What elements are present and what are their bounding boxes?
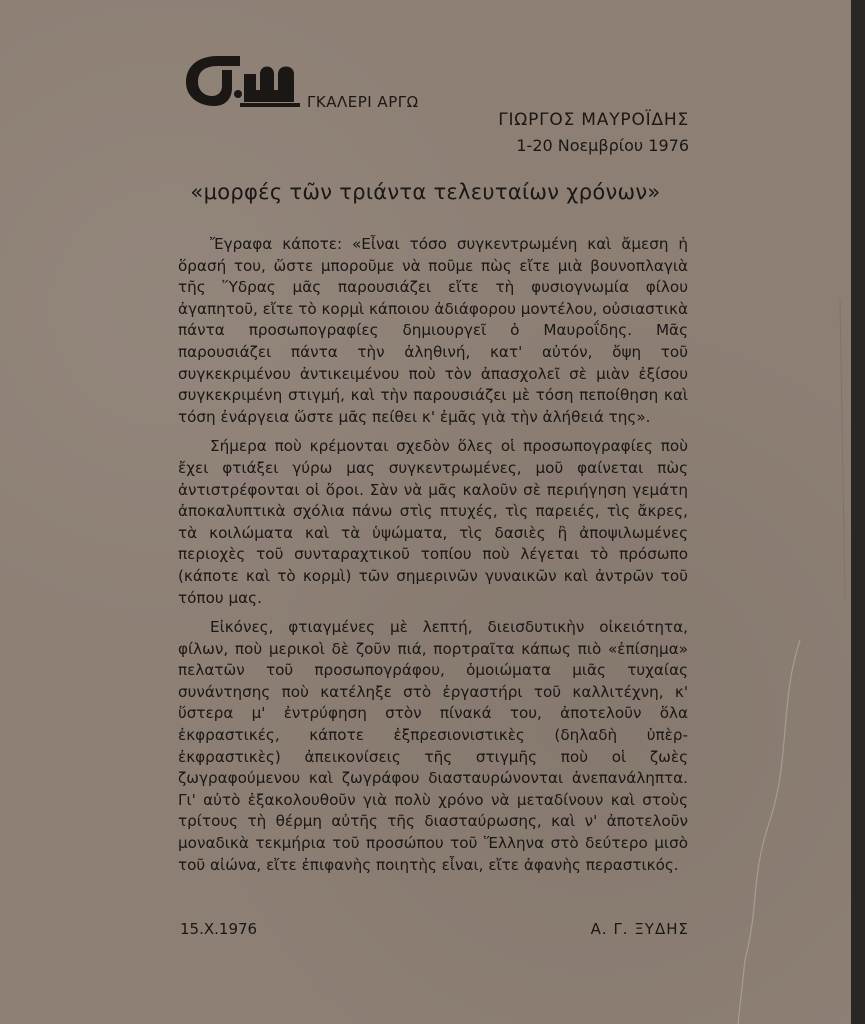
artist-name: ΓΙΩΡΓΟΣ ΜΑΥΡΟΪΔΗΣ — [498, 110, 689, 130]
signature-author: Α. Γ. ΞΥΔΗΣ — [590, 920, 689, 938]
gallery-name: ΓΚΑΛΕΡΙ ΑΡΓΩ — [307, 93, 419, 111]
essay-text — [178, 234, 688, 884]
argo-logo — [182, 52, 302, 110]
exhibition-title: «μορφές τῶν τριάντα τελευταίων χρόνων» — [190, 180, 661, 204]
signature-date: 15.X.1976 — [180, 920, 258, 938]
paragraph-1: Ἔγραφα κάποτε: «Εἶναι τόσο συγκεντρωμένη καὶ ἄμεση ἡ ὅρασή του, ὥστε μποροῦμε νὰ ποῦμε πὼς εἴτε μιὰ βουνοπλαγιὰ τῆς Ὕδρας μᾶς παρουσιάζει εἴτε τὴ φυσιογνωμία φίλου ἀγαπητοῦ, εἴτε τὸ κορμὶ κάποιου ἀδιάφορου μοντέλου, οὐσιαστικὰ πάντα προσωπογραφίες δημιουργεῖ ὁ Μαυροΐδης. Μᾶς παρουσιάζει πάντα τὴν ἀληθινή, κατ' αὐτόν, ὄψη τοῦ συγκεκριμένου ἀντικειμένου ποὺ τὸν ἀπασχολεῖ σὲ μιὰν ἐξίσου συγκεκριμένη στιγμή, καὶ τὴν παρουσιάζει μὲ τόση πεποίθηση καὶ τόση ἐνάργεια ὥστε μᾶς πείθει κ' ἐμᾶς γιὰ τὴν ἀλήθειά της». — [178, 235, 688, 426]
exhibition-dates: 1-20 Νοεμβρίου 1976 — [516, 136, 689, 155]
paragraph-3: Εἰκόνες, φτιαγμένες μὲ λεπτή, διεισδυτικὴν οἰκειότητα, φίλων, ποὺ μερικοὶ δὲ ζοῦν πιά, πορτραῖτα κάπως πιὸ «ἐπίσημα» πελατῶν τοῦ προσωπογράφου, ὁμοιώματα μιᾶς τυχαίας συνάντησης ποὺ κατέληξε στὸ ἐργαστήρι τοῦ καλλιτέχνη, κ' ὕστερα μ' ἐντρύφηση στὸν πίνακά του, ἀποτελοῦν ὅλα ἐκφραστικές, κάποτε ἐξπρεσιονιστικὲς (δηλαδὴ ὑπὲρ-ἐκφραστικὲς) ἀπεικονίσεις τῆς στιγμῆς ποὺ οἱ ζωὲς ζωγραφούμενου καὶ ζωγράφου διασταυρώνονται ἀνεπανάληπτα. Γι' αὐτὸ ἐξακολουθοῦν γιὰ πολὺ χρόνο νὰ μεταδίνουν καὶ στοὺς τρίτους τὴ θέρμη αὐτῆς τῆς διασταύρωσης, καὶ ν' ἀποτελοῦν μοναδικὰ τεκμήρια τοῦ προσώπου τοῦ Ἕλληνα στὸ δεύτερο μισὸ τοῦ αἰώνα, εἴτε ἐπιφανὴς ποιητὴς εἶναι, εἴτε ἀφανὴς περαστικός. — [178, 618, 688, 874]
paragraph-2: Σήμερα ποὺ κρέμονται σχεδὸν ὅλες οἱ προσωπογραφίες ποὺ ἔχει φτιάξει γύρω μας συγκεντρωμένες, μοῦ φαίνεται πὼς ἀντιστρέφονται οἱ ὅροι. Σὰν νὰ μᾶς καλοῦν σὲ περιήγηση γεμάτη ἀποκαλυπτικὰ σχόλια πάνω στὶς πτυχές, τὶς παρειές, τὶς ἄκρες, τὰ κοιλώματα καὶ τὰ ὑψώματα, τὶς δασιὲς ἢ ἀποψιλωμένες περιοχὲς τοῦ συνταραχτικοῦ τοπίου ποὺ λέγεται τὸ πρόσωπο (κάποτε καὶ τὸ κορμὶ) τῶν σημερινῶν γυναικῶν καὶ ἀντρῶν τοῦ τόπου μας. — [178, 437, 688, 607]
